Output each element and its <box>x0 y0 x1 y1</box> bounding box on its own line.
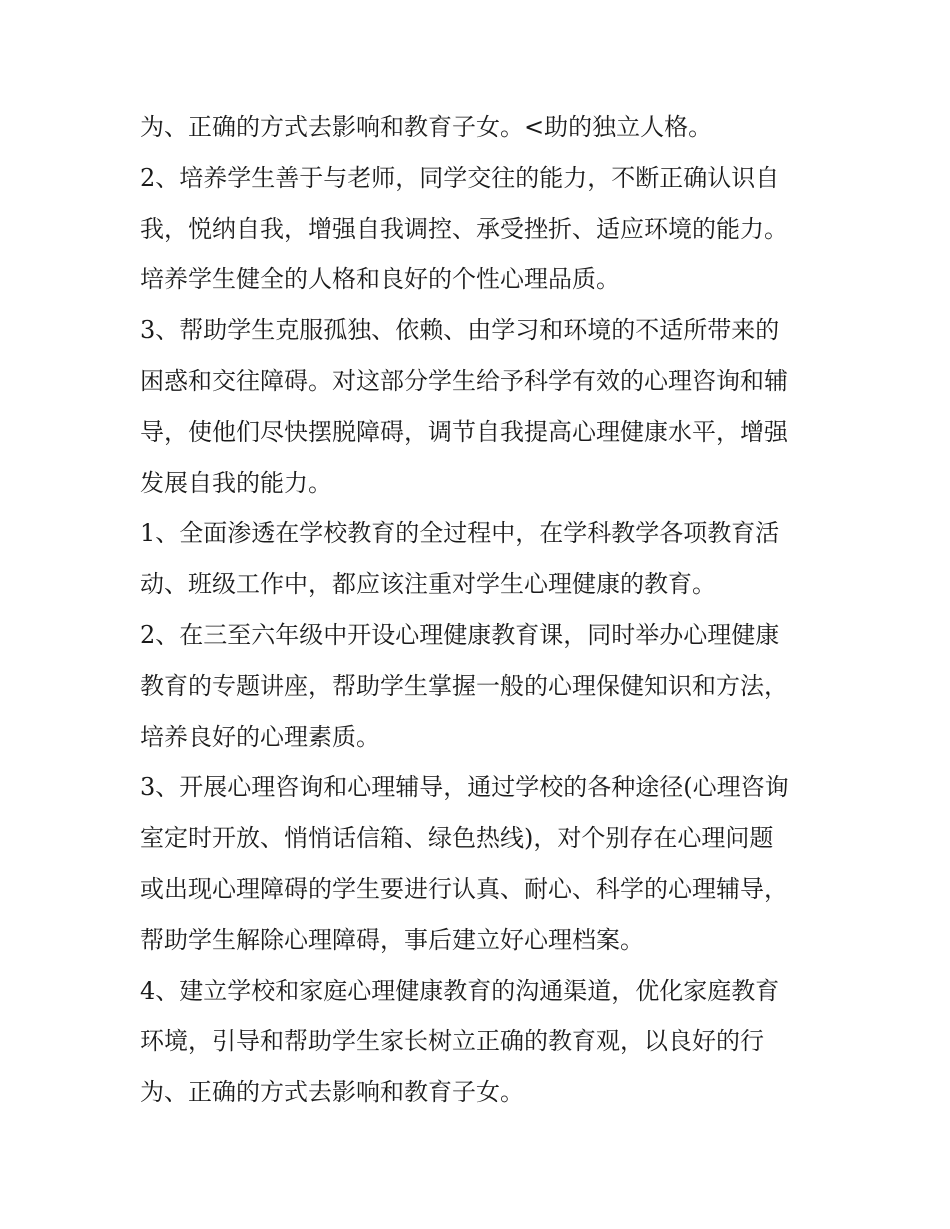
text-line: 帮助学生解除心理障碍，事后建立好心理档案。 <box>140 925 644 954</box>
text-line: 发展自我的能力。 <box>140 468 332 497</box>
document-body <box>140 102 840 1118</box>
text-line: 1、全面渗透在学校教育的全过程中，在学科教学各项教育活 <box>140 519 780 548</box>
text-line: 我，悦纳自我，增强自我调控、承受挫折、适应环境的能力。 <box>140 214 788 243</box>
text-line: 3、帮助学生克服孤独、依赖、由学习和环境的不适所带来的 <box>140 316 780 345</box>
text-line: 导，使他们尽快摆脱障碍，调节自我提高心理健康水平，增强 <box>140 417 788 446</box>
text-line: 动、班级工作中，都应该注重对学生心理健康的教育。 <box>140 570 716 599</box>
text-line: 3、开展心理咨询和心理辅导，通过学校的各种途径(心理咨询 <box>140 773 789 802</box>
text-line: 2、培养学生善于与老师，同学交往的能力，不断正确认识自 <box>140 163 780 192</box>
text-line: 2、在三至六年级中开设心理健康教育课，同时举办心理健康 <box>140 620 780 649</box>
text-line: 教育的专题讲座，帮助学生掌握一般的心理保健知识和方法， <box>140 671 788 700</box>
text-line: 环境，引导和帮助学生家长树立正确的教育观，以良好的行 <box>140 1027 764 1056</box>
text-line: 室定时开放、悄悄话信箱、绿色热线)，对个别存在心理问题 <box>140 824 774 853</box>
text-line: 培养良好的心理素质。 <box>140 722 380 751</box>
text-line: 为、正确的方式去影响和教育子女。<助的独立人格。 <box>140 113 713 141</box>
text-line: 困惑和交往障碍。对这部分学生给予科学有效的心理咨询和辅 <box>140 366 788 395</box>
text-line: 4、建立学校和家庭心理健康教育的沟通渠道，优化家庭教育 <box>140 976 780 1005</box>
text-line: 或出现心理障碍的学生要进行认真、耐心、科学的心理辅导， <box>140 874 788 903</box>
text-line: 培养学生健全的人格和良好的个性心理品质。 <box>140 265 620 294</box>
text-line: 为、正确的方式去影响和教育子女。 <box>140 1078 524 1107</box>
